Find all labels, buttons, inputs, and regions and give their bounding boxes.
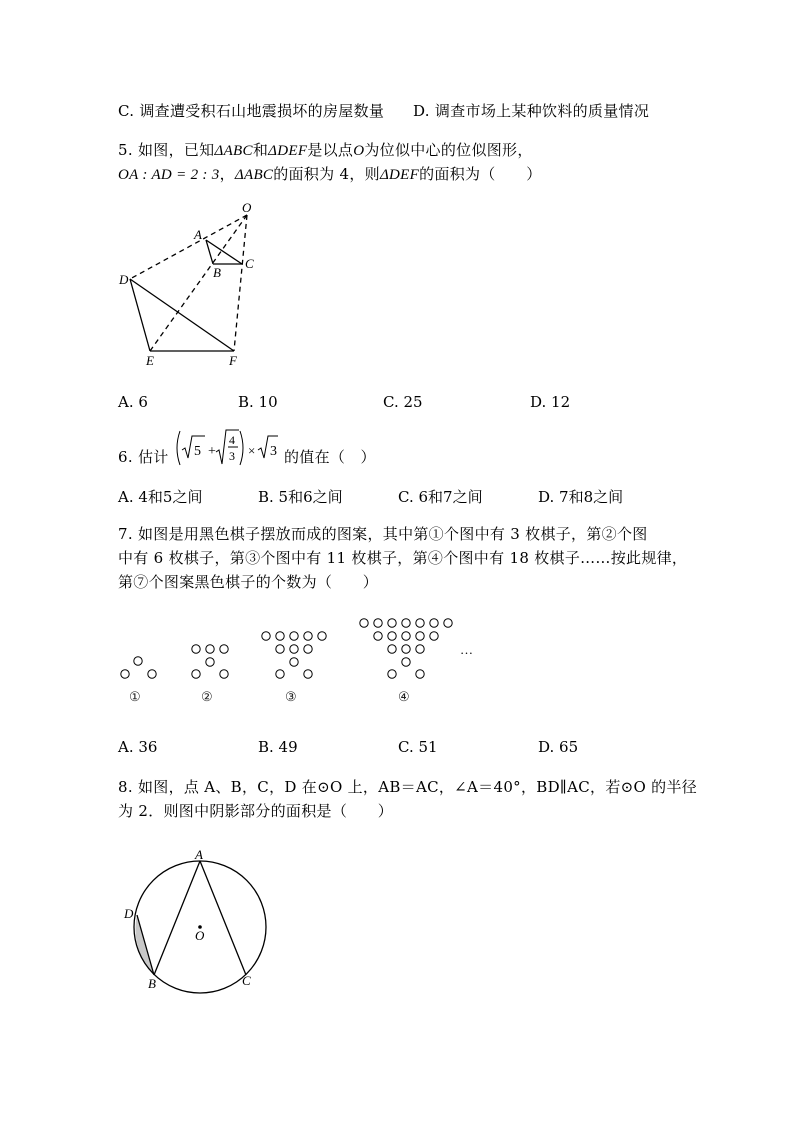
q4-option-d: D. 调查市场上某种饮料的质量情况 [413, 102, 650, 120]
q5-prefix: 5. 如图，已知 [118, 141, 215, 159]
q7-ellipsis: … [460, 642, 473, 657]
q7-option-b[interactable]: B. 49 [258, 738, 298, 756]
q5-label-f: F [229, 353, 237, 368]
q6-option-d[interactable]: D. 7和8之间 [538, 488, 624, 506]
q6-option-a[interactable]: A. 4和5之间 [118, 488, 203, 506]
q5-triangle-abc: ΔABC [214, 143, 253, 159]
q5-segment-de [130, 279, 150, 351]
q8-label-a: A [195, 847, 203, 862]
q5-label-c: C [245, 256, 254, 271]
q5-option-c[interactable]: C. 25 [383, 393, 423, 411]
q5-label-o: O [242, 200, 252, 215]
q5-question-end: 的面积为（ ） [419, 165, 542, 183]
q7-line1: 7. 如图是用黑色棋子摆放而成的图案，其中第①个图中有 3 枚棋子，第②个图 [118, 525, 648, 543]
q5-ratio: OA : AD = 2 : 3 [118, 167, 220, 183]
q7-label-1: ① [129, 690, 141, 705]
q5-option-b[interactable]: B. 10 [238, 393, 278, 411]
q6-plus: + [208, 444, 216, 459]
q7-label-3: ③ [285, 690, 297, 705]
q5-dashed-od [130, 215, 247, 279]
q6-sqrt5-value: 5 [194, 444, 201, 459]
q8-line2: 为 2．则图中阴影部分的面积是（ ） [118, 802, 394, 820]
q5-line2 [118, 163, 542, 184]
q7-label-4: ④ [398, 690, 410, 705]
q5-label-d: D [119, 272, 129, 287]
q5-triangle-abc-2: ΔABC [234, 167, 274, 183]
q5-figure [110, 195, 270, 370]
q8-chord-ac [200, 861, 246, 975]
q4-option-c: C. 调查遭受积石山地震损坏的房屋数量 [118, 102, 385, 120]
q5-option-a[interactable]: A. 6 [118, 393, 148, 411]
q8-circle-figure [115, 845, 285, 995]
q8-label-d: D [124, 906, 134, 921]
q5-label-a: A [194, 227, 202, 242]
q5-comma: ， [219, 165, 235, 183]
q6-times: × [248, 443, 256, 458]
q5-line1-end: 为位似中心的位似图形， [364, 141, 533, 159]
q6-expression [172, 428, 284, 468]
q6-option-b[interactable]: B. 5和6之间 [258, 488, 343, 506]
q5-line1 [118, 139, 533, 160]
q5-center-text: 是以点 [307, 141, 354, 159]
q7-option-c[interactable]: C. 51 [398, 738, 438, 756]
q6-prefix: 6. 估计 [118, 448, 169, 466]
q5-point-o: O [353, 143, 365, 159]
q8-chord-ab [154, 861, 200, 975]
q7-option-a[interactable]: A. 36 [118, 738, 158, 756]
q8-label-o: O [195, 928, 205, 943]
q7-line3: 第⑦个图案黑色棋子的个数为（ ） [118, 573, 379, 591]
q6-frac-den: 3 [229, 449, 235, 463]
q5-area-text: 的面积为 4，则 [273, 165, 380, 183]
q7-label-2: ② [201, 690, 213, 705]
q5-segment-df [130, 279, 234, 351]
q7-option-d[interactable]: D. 65 [538, 738, 579, 756]
q6-suffix: 的值在（ ） [284, 448, 376, 466]
q6-frac-num: 4 [229, 433, 235, 447]
q6-option-c[interactable]: C. 6和7之间 [398, 488, 483, 506]
q8-label-b: B [148, 976, 156, 991]
q5-option-d[interactable]: D. 12 [530, 393, 571, 411]
q8-label-c: C [242, 973, 251, 988]
q5-dashed-of [234, 215, 247, 351]
q5-and: 和 [252, 141, 269, 159]
q7-line2: 中有 6 枚棋子，第③个图中有 11 枚棋子，第④个图中有 18 枚棋子……按此规律， [118, 549, 688, 567]
q5-triangle-def: ΔDEF [268, 143, 308, 159]
q8-line1: 8. 如图，点 A、B，C，D 在⊙O 上，AB＝AC，∠A＝40°，BD∥AC，若⊙O 的半径 [118, 778, 698, 796]
q5-label-e: E [146, 353, 154, 368]
q6-sqrt3-value: 3 [270, 444, 277, 459]
q7-pattern-figure [110, 610, 490, 690]
q5-triangle-def-2: ΔDEF [379, 167, 420, 183]
q5-label-b: B [213, 265, 221, 280]
